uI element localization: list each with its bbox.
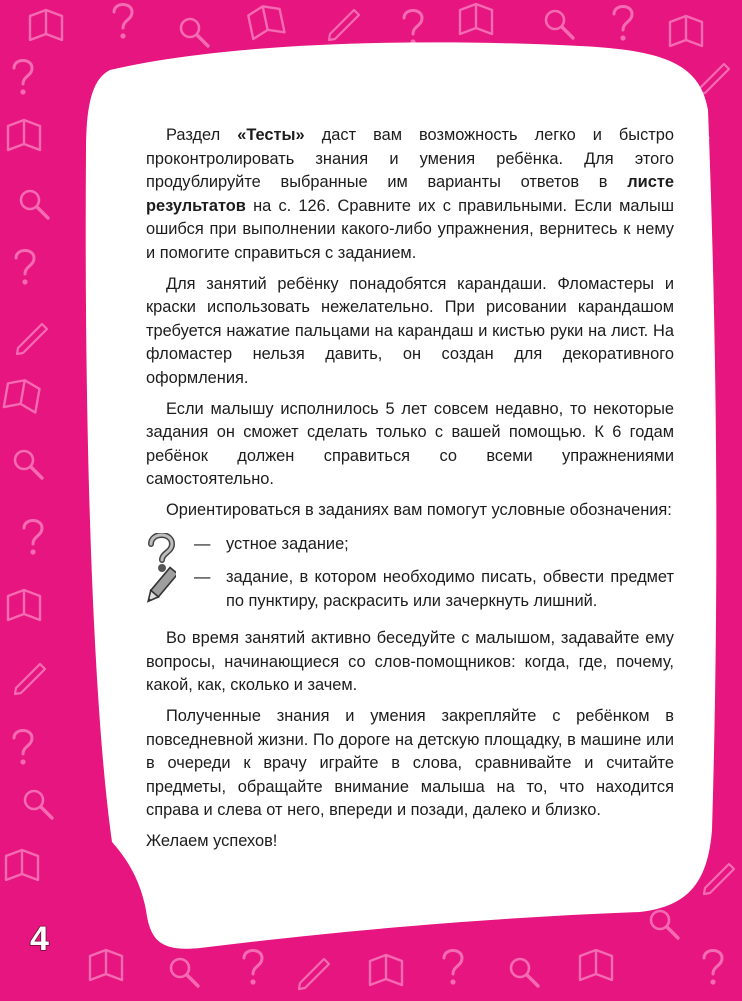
p1-part-d: на с. 126. Сравните их с правильными. Если малыш ошибся при выполнении какого-либо упражнения, вернитесь к нему и помогите справиться с заданием. [146, 196, 674, 262]
oral-task-description: устное задание; [226, 534, 349, 553]
paragraph-everyday: Полученные знания и умения закрепляйте с ребёнком в повседневной жизни. По дороге на детскую площадку, в машине или в очереди к врачу играйте в слова, сравнивайте и считайте предметы, обращайте внимание малыша на то, что находится справа и слева от него, впереди и позади, далеко и близко. [146, 707, 674, 820]
paragraph-questions: Во время занятий активно беседуйте с малышом, задавайте ему вопросы, начинающиеся со слов-помощников: когда, где, почему, какой, как, сколько и зачем. [146, 629, 674, 695]
page-number: 4 [30, 920, 49, 958]
instructions-text [146, 124, 674, 861]
legend-dash: — [194, 568, 211, 587]
pencil-icon [146, 566, 176, 614]
p1-part-a: Раздел [166, 126, 238, 144]
paragraph-age: Если малышу исполнилось 5 лет совсем недавно, то некоторые задания он сможет сделать только с вашей помощью. К 6 годам ребёнок должен справиться со всеми упражнениями самостоятельно. [146, 399, 674, 489]
p1-part-c: даст вам возможность легко и быстро проконтролировать знания и умения ребёнка. Для этого продублируйте выбранные им варианты ответов в [146, 126, 675, 192]
legend-oral-task [146, 533, 674, 557]
paragraph-tests [146, 124, 674, 266]
legend-dash: — [194, 534, 211, 553]
paragraph-pencils: Для занятий ребёнку понадобятся карандаши. Фломастеры и краски использовать нежелательно. При рисовании карандашом требуется нажатие пальцами на карандаш и кистью руки на лист. На фломастер нельзя давить, он создан для декоративного оформления. [146, 274, 674, 387]
writing-task-description: задание, в котором необходимо писать, обвести предмет по пунктиру, раскрасить или зачеркнуть лишний. [226, 568, 674, 610]
results-sheet-term: листе результатов [146, 173, 674, 215]
closing-wish: Желаем успехов! [146, 832, 278, 851]
paragraph-legend-intro: Ориентироваться в заданиях вам помогут условные обозначения: [166, 500, 672, 519]
legend-writing-task [146, 566, 674, 613]
tests-section-title: «Тесты» [237, 126, 305, 144]
